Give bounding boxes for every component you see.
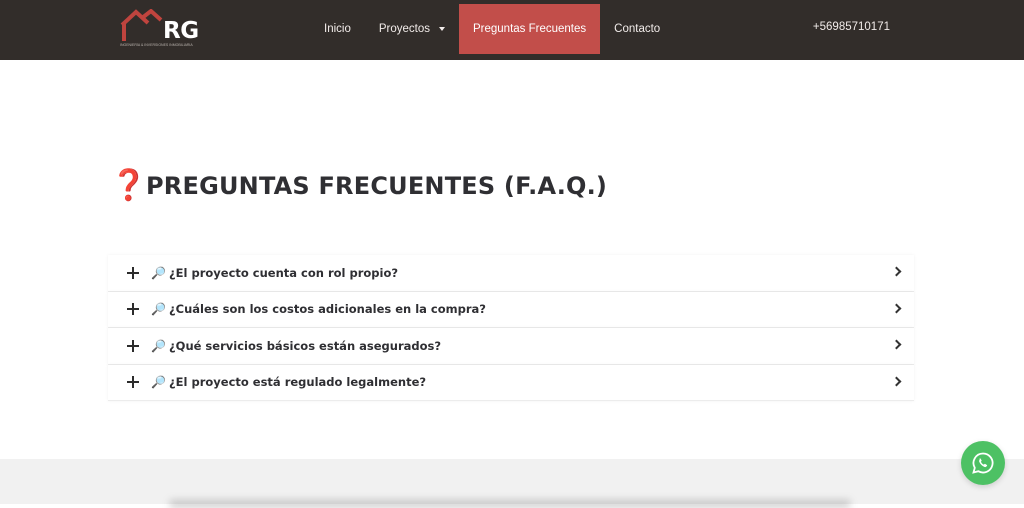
main-nav xyxy=(310,4,674,54)
footer-band xyxy=(0,459,1024,504)
faq-question: ¿El proyecto está regulado legalmente? xyxy=(169,375,427,390)
magnifier-icon: 🔎 xyxy=(151,302,166,317)
footer-card-shadow xyxy=(170,500,850,508)
nav-item-proyectos[interactable] xyxy=(365,4,459,54)
faq-item[interactable] xyxy=(108,365,914,402)
nav-item-preguntas-frecuentes[interactable] xyxy=(459,4,600,54)
nav-item-label: Inicio xyxy=(324,23,351,35)
page-title: PREGUNTAS FRECUENTES (F.A.Q.) xyxy=(146,172,608,200)
magnifier-icon: 🔎 xyxy=(151,265,166,280)
chevron-right-icon xyxy=(892,340,902,350)
site-header xyxy=(0,0,1024,60)
nav-item-contacto[interactable] xyxy=(600,4,674,54)
faq-accordion xyxy=(108,255,914,401)
faq-question: ¿Qué servicios básicos están asegurados? xyxy=(169,338,442,353)
chevron-right-icon xyxy=(892,376,902,386)
logo[interactable] xyxy=(120,9,200,49)
house-logo-icon xyxy=(120,9,164,43)
page-title-row xyxy=(110,170,607,202)
nav-item-label: Preguntas Frecuentes xyxy=(473,23,587,35)
plus-icon xyxy=(127,303,139,315)
plus-icon xyxy=(127,267,139,279)
magnifier-icon: 🔎 xyxy=(151,338,166,353)
faq-question: ¿El proyecto cuenta con rol propio? xyxy=(169,265,399,280)
magnifier-icon: 🔎 xyxy=(151,375,166,390)
faq-item[interactable] xyxy=(108,292,914,329)
nav-item-label: Proyectos xyxy=(378,23,430,35)
nav-item-inicio[interactable] xyxy=(310,4,365,54)
logo-text: RG xyxy=(163,18,199,44)
phone-link[interactable]: +56985710171 xyxy=(812,21,890,33)
caret-down-icon xyxy=(439,27,445,31)
logo-tagline: INGENIERÍA & INVERSIONES INMOBILIARIA xyxy=(120,43,193,47)
plus-icon xyxy=(127,376,139,388)
faq-question: ¿Cuáles son los costos adicionales en la compra? xyxy=(169,302,486,317)
nav-item-label: Contacto xyxy=(614,23,661,35)
chevron-right-icon xyxy=(892,303,902,313)
whatsapp-icon xyxy=(971,451,995,475)
chevron-right-icon xyxy=(892,267,902,277)
plus-icon xyxy=(127,340,139,352)
faq-item[interactable] xyxy=(108,255,914,292)
faq-item[interactable] xyxy=(108,328,914,365)
question-mark-icon: ❓ xyxy=(110,168,148,203)
whatsapp-button[interactable] xyxy=(961,441,1005,485)
